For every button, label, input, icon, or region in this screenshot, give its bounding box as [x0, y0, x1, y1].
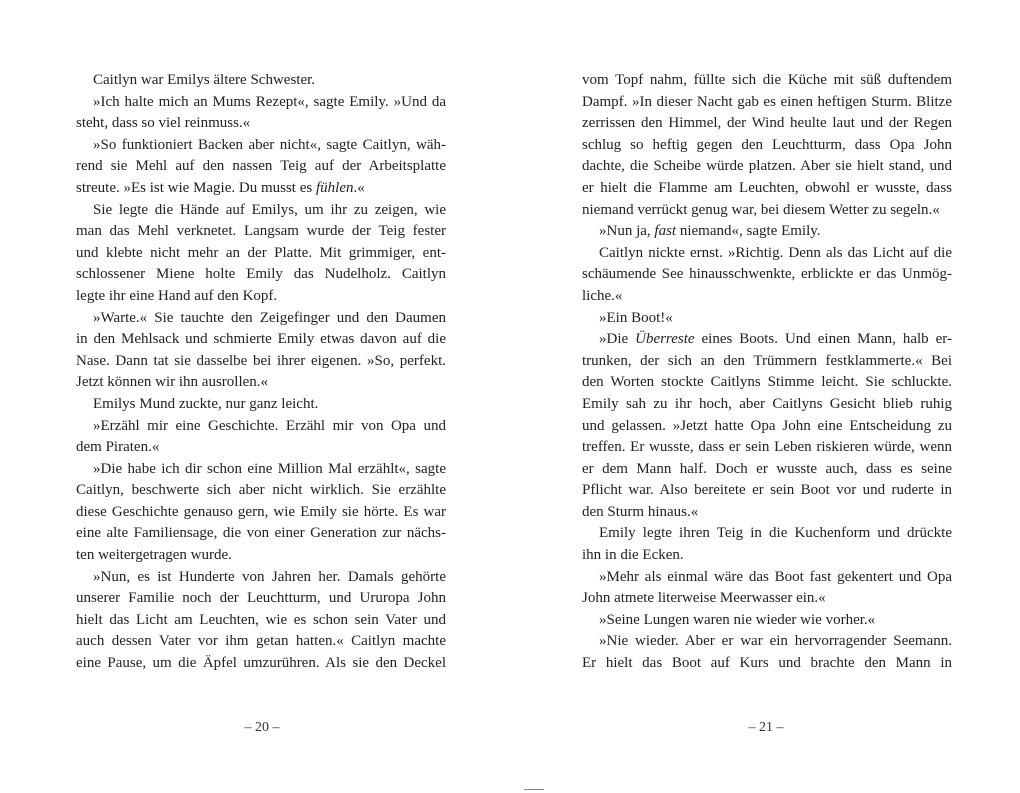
text-line: Jetzt können wir ihn ausrollen.« [76, 374, 269, 391]
text-line: er dem Mann half. Doch er wusste auch, dass es seine [582, 460, 952, 477]
page-number-right: – 21 – [748, 720, 784, 735]
text-line: eine Pause, um die Äpfel umzurühren. Als sie den Deckel [76, 655, 446, 672]
left-page [76, 70, 446, 675]
text-line: »Nie wieder. Aber er war ein hervorragender Seemann. [599, 633, 952, 650]
text-line: schäumende See hinausschwenkte, erblickte er das Unmög- [582, 266, 952, 283]
text-line: man das Mehl verknetet. Langsam wurde der Teig fester [76, 223, 446, 240]
text-line: »Die habe ich dir schon eine Million Mal erzählt«, sagte [93, 460, 446, 477]
text-line: schlug so heftig gegen den Leuchtturm, dass Opa John [582, 136, 952, 153]
text-line: »Erzähl mir eine Geschichte. Erzähl mir von Opa und [93, 417, 446, 434]
text-line: schlossener Miene holte Emily das Nudelholz. Caitlyn [76, 266, 446, 283]
text-line: den Sturm hinaus.« [582, 503, 699, 520]
page-number-left: – 20 – [244, 720, 280, 735]
text-line: »Mehr als einmal wäre das Boot fast gekentert und Opa [599, 568, 952, 585]
text-line: »Ein Boot!« [599, 309, 673, 326]
text-line: »Warte.« Sie tauchte den Zeigefinger und den Daumen [93, 309, 446, 326]
text-line: treffen. Er wusste, dass er sein Leben riskieren würde, wenn [582, 439, 952, 456]
text-line: den Worten stockte Caitlyns Stimme leicht. Sie schluckte. [582, 374, 952, 391]
text-line: »Nun ja, fast niemand«, sagte Emily. [599, 223, 821, 240]
text-line: legte ihr eine Hand auf den Kopf. [76, 287, 278, 304]
text-line: steht, dass so viel reinmuss.« [76, 115, 251, 132]
text-line: Er hielt das Boot auf Kurs und brachte den Mann in [582, 655, 952, 672]
text-line: eine alte Familiensage, die von einer Generation zur nächs- [76, 525, 446, 542]
text-line: »Nun, es ist Hunderte von Jahren her. Damals gehörte [93, 568, 446, 585]
text-line: und gelassen. »Jetzt hatte Opa John eine Entscheidung zu [582, 417, 952, 434]
text-line: Caitlyn nickte ernst. »Richtig. Denn als das Licht auf die [599, 244, 952, 261]
text-line: Nase. Dann tat sie dasselbe bei ihrer eigenen. »So, perfekt. [76, 352, 446, 369]
text-line: dem Piraten.« [76, 439, 160, 456]
text-line: Emily legte ihren Teig in die Kuchenform und drückte [599, 525, 952, 542]
text-line: »Seine Lungen waren nie wieder wie vorher.« [599, 611, 876, 628]
text-line: »So funktioniert Backen aber nicht«, sagte Caitlyn, wäh- [93, 136, 446, 153]
text-line: zerrissen den Himmel, der Wind heulte laut und der Regen [582, 115, 952, 132]
text-line: unserer Familie noch der Leuchtturm, und Ururopa John [76, 590, 446, 607]
text-line: liche.« [582, 287, 623, 304]
text-line: dachte, die Scheibe würde platzen. Aber sie hielt stand, und [582, 158, 952, 175]
text-line: auch dessen Vater vor ihm getan hatten.« Caitlyn machte [76, 633, 446, 650]
text-line: »Die Überreste eines Boots. Und einen Mann, halb er- [599, 331, 952, 348]
text-line: und klebte nicht mehr an der Platte. Mit grimmiger, ent- [76, 244, 446, 261]
text-line: vom Topf nahm, füllte sich die Küche mit süß duftendem [582, 72, 952, 88]
text-line: Emilys Mund zuckte, nur ganz leicht. [93, 395, 319, 412]
text-line: Pflicht war. Also bereitete er sein Boot vor und ruderte in [582, 482, 952, 499]
right-page [582, 70, 952, 675]
text-line: ihn in die Ecken. [582, 547, 684, 564]
gutter-mark [524, 789, 544, 790]
text-line: »Ich halte mich an Mums Rezept«, sagte Emily. »Und da [93, 93, 446, 110]
text-line: ten weitergetragen wurde. [76, 547, 232, 564]
text-line: diese Geschichte genauso gern, wie Emily sie hörte. Es war [76, 503, 446, 520]
text-line: rend sie Mehl auf den nassen Teig auf der Arbeitsplatte [76, 158, 446, 175]
text-line: Sie legte die Hände auf Emilys, um ihr zu zeigen, wie [93, 201, 446, 218]
text-line: Emily sah zu ihr hoch, aber Caitlyns Gesicht blieb ruhig [582, 395, 952, 412]
text-line: Dampf. »In dieser Nacht gab es einen heftigen Sturm. Blitze [582, 93, 952, 110]
text-line: Caitlyn, beschwerte sich aber nicht wirklich. Sie erzählte [76, 482, 446, 499]
text-line: streute. »Es ist wie Magie. Du musst es fühlen.« [76, 179, 365, 196]
text-line: in den Mehlsack und schmierte Emily etwas davon auf die [76, 331, 446, 348]
text-line: hielt das Licht am Leuchten, wie es schon sein Vater und [76, 611, 446, 628]
text-line: Caitlyn war Emilys ältere Schwester. [93, 72, 316, 88]
text-line: er hielt die Flamme am Leuchten, obwohl er wusste, dass [582, 179, 952, 196]
text-line: trunken, der sich an den Trümmern festklammerte.« Bei [582, 352, 952, 369]
text-line: niemand verrückt genug war, bei diesem Wetter zu segeln.« [582, 201, 940, 218]
text-line: John atmete literweise Meerwasser ein.« [582, 590, 826, 607]
